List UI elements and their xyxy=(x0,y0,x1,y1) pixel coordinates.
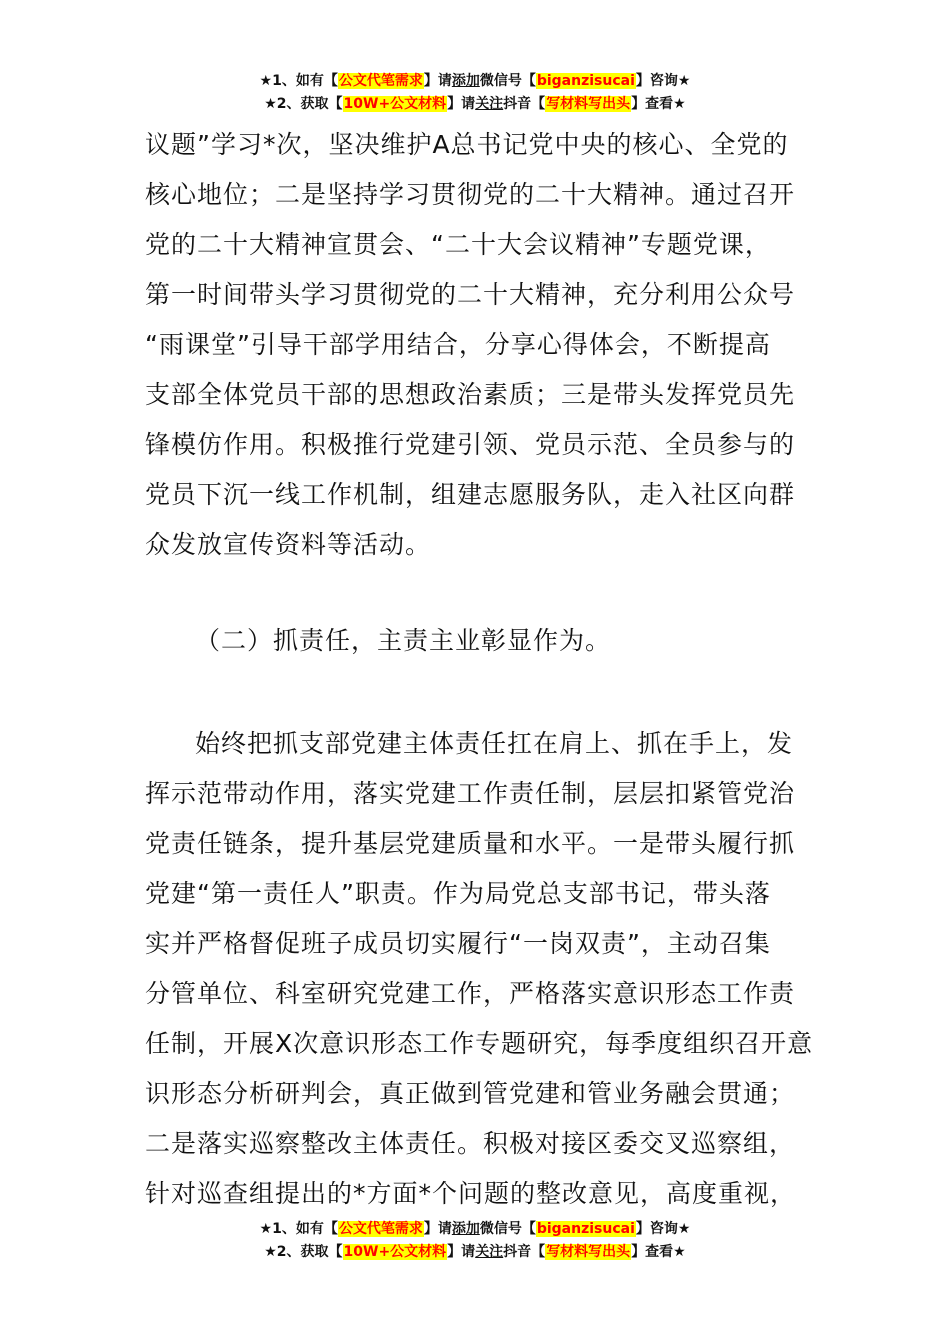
text-line: 议题”学习*次，坚决维护A总书记党中央的核心、全党的 xyxy=(145,130,789,159)
text-line: 锋模仿作用。积极推行党建引领、党员示范、全员参与的 xyxy=(145,430,796,459)
text-line: “雨课堂”引导干部学用结合，分享心得体会，不断提高 xyxy=(145,330,771,359)
text-line: 党的二十大精神宣贯会、“二十大会议精神”专题党课， xyxy=(145,230,771,259)
banner-underlined: 关注 xyxy=(475,1244,504,1260)
text-line: 第一时间带头学习贯彻党的二十大精神，充分利用公众号 xyxy=(145,280,796,309)
banner-text: 】查看★ xyxy=(631,96,686,112)
paragraph-2 xyxy=(145,719,814,1219)
banner-text: ★1、如有【 xyxy=(259,1221,338,1237)
banner-highlight: biganzisucai xyxy=(536,73,635,89)
banner-line-1 xyxy=(0,70,950,93)
banner-text: 抖音【 xyxy=(503,96,546,112)
banner-text: 微信号【 xyxy=(479,73,536,89)
text-line: 二是落实巡察整改主体责任。积极对接区委交叉巡察组， xyxy=(145,1129,796,1158)
banner-underlined: 添加 xyxy=(451,1221,480,1237)
text-line: 党建“第一责任人”职责。作为局党总支部书记，带头落 xyxy=(145,879,771,908)
text-line: 核心地位；二是坚持学习贯彻党的二十大精神。通过召开 xyxy=(145,180,796,209)
text-line: 挥示范带动作用，落实党建工作责任制，层层扣紧管党治 xyxy=(145,779,796,808)
header-banner xyxy=(0,70,950,116)
banner-highlight: 10W+公文材料 xyxy=(343,1244,447,1260)
section-heading-text: （二）抓责任，主责主业彰显作为。 xyxy=(195,626,612,655)
footer-banner xyxy=(0,1218,950,1264)
text-line: 党员下沉一线工作机制，组建志愿服务队，走入社区向群 xyxy=(145,480,796,509)
paragraph-1 xyxy=(145,120,810,570)
banner-text: ★2、获取【 xyxy=(264,96,343,112)
banner-highlight: 公文代笔需求 xyxy=(338,73,423,89)
banner-text: 】请 xyxy=(423,1221,452,1237)
text-line: 党责任链条，提升基层党建质量和水平。一是带头履行抓 xyxy=(145,829,796,858)
banner-text: 抖音【 xyxy=(503,1244,546,1260)
banner-highlight: 公文代笔需求 xyxy=(338,1221,423,1237)
text-line: 始终把抓支部党建主体责任扛在肩上、抓在手上，发 xyxy=(195,729,794,758)
text-line: 针对巡查组提出的*方面*个问题的整改意见，高度重视， xyxy=(145,1179,797,1208)
text-line: 分管单位、科室研究党建工作，严格落实意识形态工作责 xyxy=(145,979,796,1008)
banner-line-2 xyxy=(0,93,950,116)
banner-text: ★1、如有【 xyxy=(259,73,338,89)
banner-underlined: 添加 xyxy=(451,73,480,89)
text-line: 识形态分析研判会，真正做到管党建和管业务融会贯通； xyxy=(145,1079,796,1108)
banner-highlight: 写材料写出头 xyxy=(546,1244,631,1260)
section-heading xyxy=(145,616,810,666)
banner-text: 】咨询★ xyxy=(635,1221,691,1237)
banner-highlight: 写材料写出头 xyxy=(546,96,631,112)
banner-text: 】请 xyxy=(447,96,476,112)
banner-line-2 xyxy=(0,1241,950,1264)
banner-text: 】请 xyxy=(447,1244,476,1260)
text-line: 任制，开展X次意识形态工作专题研究，每季度组织召开意 xyxy=(145,1029,814,1058)
banner-text: ★2、获取【 xyxy=(264,1244,343,1260)
text-line: 支部全体党员干部的思想政治素质；三是带头发挥党员先 xyxy=(145,380,796,409)
banner-text: 】请 xyxy=(423,73,452,89)
banner-text: 】咨询★ xyxy=(635,73,691,89)
text-line: 实并严格督促班子成员切实履行“一岗双责”，主动召集 xyxy=(145,929,771,958)
banner-line-1 xyxy=(0,1218,950,1241)
banner-highlight: 10W+公文材料 xyxy=(343,96,447,112)
banner-text: 】查看★ xyxy=(631,1244,686,1260)
text-line: 众发放宣传资料等活动。 xyxy=(145,530,432,559)
banner-highlight: biganzisucai xyxy=(536,1221,635,1237)
banner-underlined: 关注 xyxy=(475,96,504,112)
banner-text: 微信号【 xyxy=(479,1221,536,1237)
